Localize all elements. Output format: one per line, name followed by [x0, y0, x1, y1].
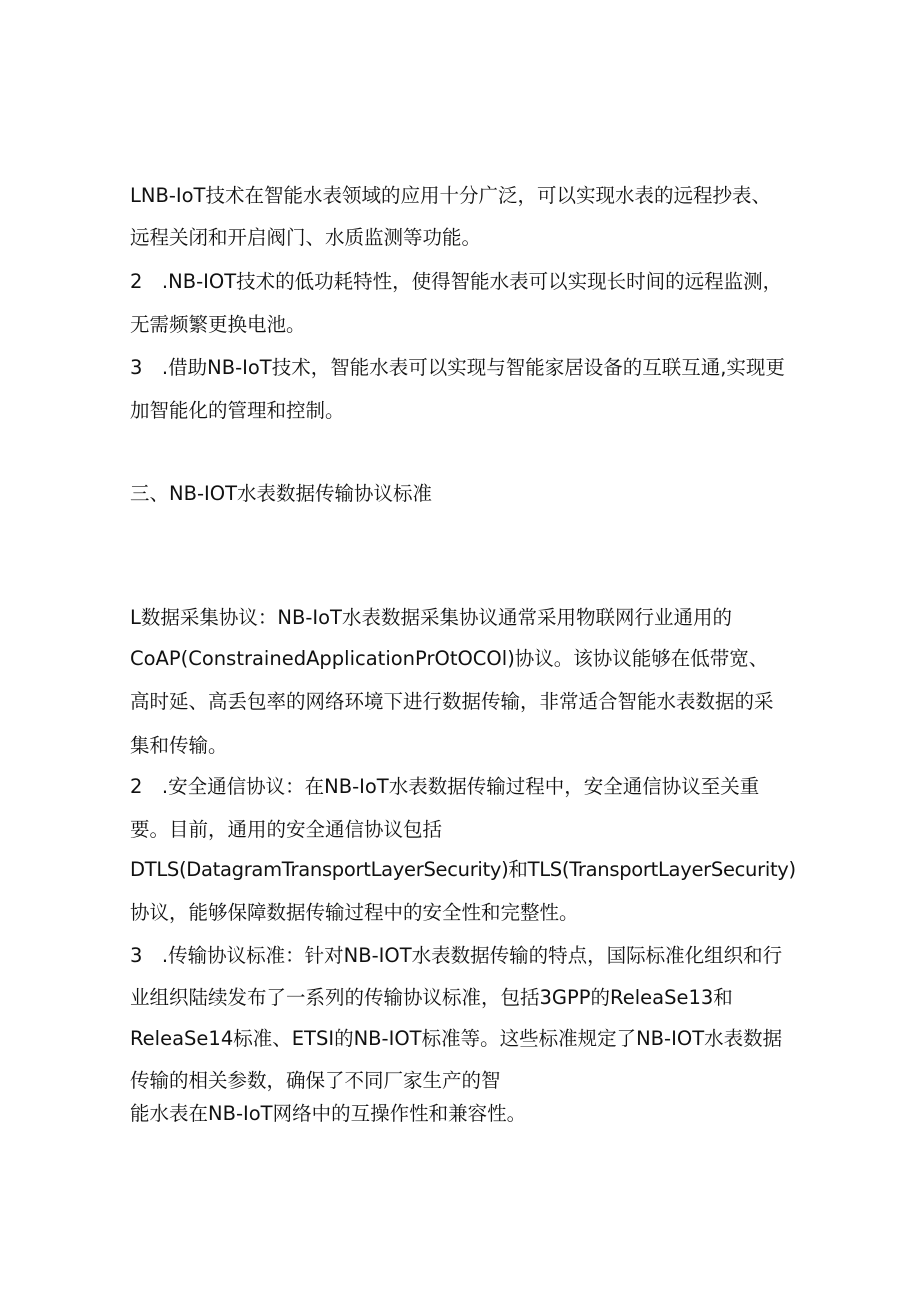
text-line: ReleaSe14标准、ETSI的NB-IOT标准等。这些标准规定了NB-IOT水表数据	[130, 1027, 783, 1050]
text-line: 协议，能够保障数据传输过程中的安全性和完整性。	[130, 901, 579, 924]
text-line: 3 .传输协议标准：针对NB-IOT水表数据传输的特点，国际标准化组织和行	[130, 944, 783, 967]
text-line: 2 .NB-IOT技术的低功耗特性，使得智能水表可以实现长时间的远程监测，	[130, 270, 783, 293]
section-heading: 三、NB-IOT水表数据传输协议标准	[130, 482, 433, 505]
text-line: CoAP(ConstrainedApplicationPrOtOCOl)协议。该协议能够在低带宽、	[130, 647, 769, 670]
text-line: 集和传输。	[130, 734, 228, 757]
text-line: DTLS(DatagramTransportLayerSecurity)和TLS(TransportLayerSecurity)	[130, 858, 796, 881]
text-line: 加智能化的管理和控制。	[130, 399, 345, 422]
text-line: 2 .安全通信协议：在NB-IoT水表数据传输过程中，安全通信协议至关重	[130, 775, 760, 798]
text-line: 远程关闭和开启阀门、水质监测等功能。	[130, 226, 482, 249]
text-line: L数据采集协议：NB-IoT水表数据采集协议通常采用物联网行业通用的	[130, 606, 732, 629]
text-line: 传输的相关参数，确保了不同厂家生产的智	[130, 1069, 501, 1092]
text-line: 能水表在NB-IoT网络中的互操作性和兼容性。	[130, 1102, 527, 1125]
text-line: 要。目前，通用的安全通信协议包括	[130, 818, 443, 841]
text-line: LNB-IoT技术在智能水表领域的应用十分广泛，可以实现水表的远程抄表、	[130, 184, 771, 207]
text-line: 业组织陆续发布了一系列的传输协议标准，包括3GPP的ReleaSe13和	[130, 986, 733, 1009]
text-line: 无需频繁更换电池。	[130, 313, 306, 336]
text-line: 3 .借助NB-IoT技术，智能水表可以实现与智能家居设备的互联互通,实现更	[130, 356, 785, 379]
text-line: 高时延、高丢包率的网络环境下进行数据传输，非常适合智能水表数据的采	[130, 690, 774, 713]
